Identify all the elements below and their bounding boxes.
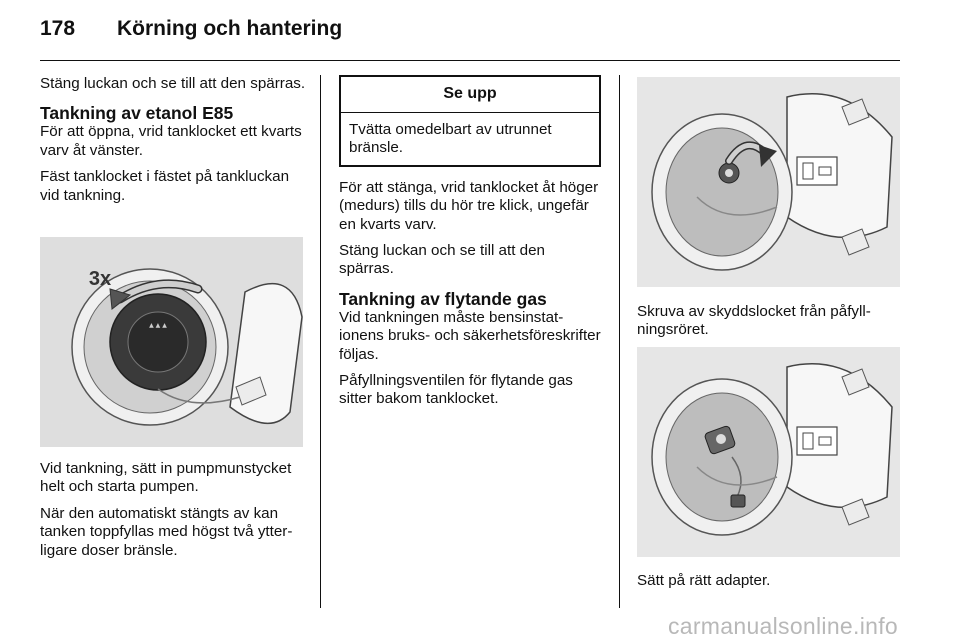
- header-divider: [40, 60, 900, 61]
- paragraph: Vid tankning, sätt in pumpmunstycket helt och starta pumpen.: [40, 460, 292, 496]
- paragraph: För att stänga, vrid tanklocket åt höger (medurs) tills du hör tre klick, ungefär en kvarts varv.: [339, 178, 599, 233]
- svg-text:▲ ▲ ▲: ▲ ▲ ▲: [149, 322, 167, 329]
- warning-title: Se upp: [341, 77, 599, 113]
- lpg-adapter-figure: [637, 347, 900, 557]
- page-number: 178: [40, 17, 76, 40]
- watermark: carmanualsonline.info: [667, 613, 898, 639]
- lpg-cap-figure: [637, 77, 900, 287]
- column-2: [339, 75, 601, 417]
- section-heading: Tankning av flytande gas: [339, 288, 547, 309]
- paragraph: För att öppna, vrid tanklocket ett kvarts varv åt vänster.: [40, 123, 302, 159]
- column-divider: [320, 75, 321, 608]
- column-1: [40, 75, 306, 213]
- paragraph: Påfyllningsventilen för flytande gas sitter bakom tanklocket.: [339, 372, 573, 408]
- page-title: Körning och hantering: [117, 17, 343, 40]
- figure-caption: Sätt på rätt adapter.: [637, 572, 771, 589]
- column-divider: [619, 75, 620, 608]
- column-3-caption-1: [637, 303, 900, 348]
- section-heading: Tankning av etanol E85: [40, 103, 234, 124]
- warning-text: Tvätta omedelbart av utrunnet bränsle.: [349, 121, 552, 157]
- figure-label: 3x: [88, 268, 112, 290]
- paragraph: Fäst tanklocket i fästet på tankluckan vid tankning.: [40, 168, 290, 204]
- column-1-lower: [40, 460, 306, 568]
- column-3-caption-2: [637, 572, 900, 598]
- paragraph: När den automatiskt stängts av kan tanken toppfyllas med högst två ytterligare doser bränsle.: [40, 504, 293, 559]
- e85-fuel-cap-figure: [40, 237, 303, 447]
- paragraph: Stäng luckan och se till att den spärras.: [40, 75, 306, 92]
- figure-caption: Skruva av skyddslocket från påfyllningsröret.: [637, 303, 871, 339]
- warning-box: [339, 75, 601, 167]
- paragraph: Stäng luckan och se till att den spärras.: [339, 242, 546, 278]
- paragraph: Vid tankningen måste bensinstationens bruks- och säkerhetsföreskrifter följas.: [339, 308, 601, 363]
